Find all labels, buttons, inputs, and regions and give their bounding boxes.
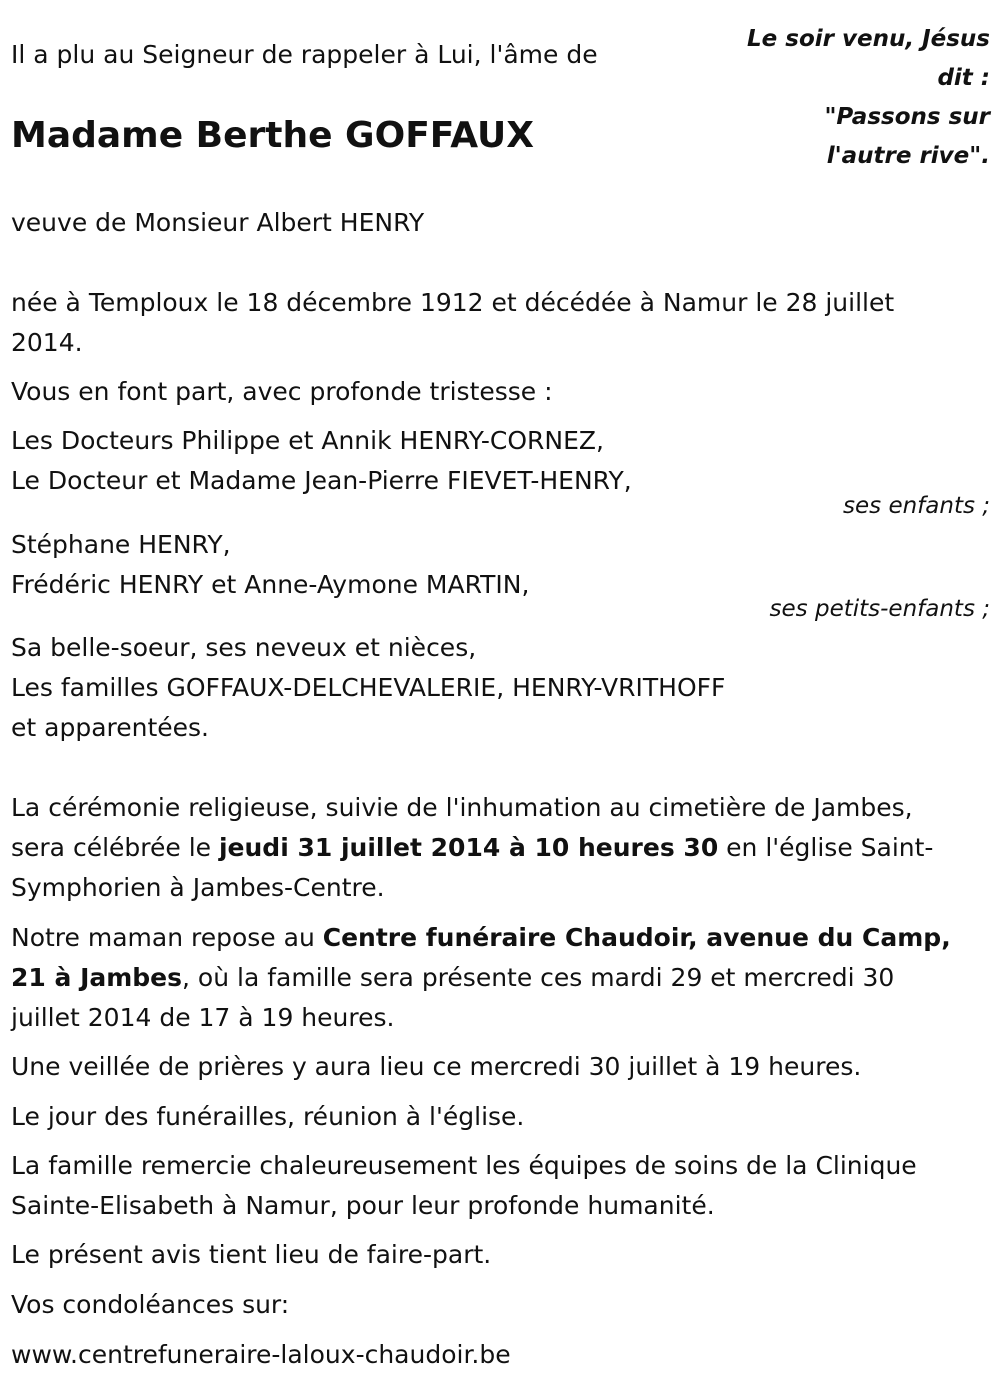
- thanks-line: Sainte-Elisabeth à Namur, pour leur profonde humanité.: [11, 1191, 715, 1220]
- children-line: Le Docteur et Madame Jean-Pierre FIEVET-HENRY,: [11, 466, 632, 495]
- ceremony-line: La cérémonie religieuse, suivie de l'inhumation au cimetière de Jambes,: [11, 793, 913, 822]
- quote-line: l'autre rive".: [826, 143, 990, 169]
- rest-line: [11, 958, 894, 998]
- grandchildren-line: Stéphane HENRY,: [11, 530, 231, 559]
- rest-text: Notre maman repose au: [11, 923, 323, 952]
- ceremony-text: en l'église Saint-: [718, 833, 934, 862]
- deceased-name: Madame Berthe GOFFAUX: [11, 115, 534, 156]
- children-line: Les Docteurs Philippe et Annik HENRY-CORNEZ,: [11, 426, 604, 455]
- ceremony-line: [11, 828, 933, 868]
- family-line: Les familles GOFFAUX-DELCHEVALERIE, HENRY-VRITHOFF: [11, 673, 726, 702]
- rest-line: [11, 918, 951, 958]
- quote-line: "Passons sur: [824, 104, 990, 130]
- rest-line: juillet 2014 de 17 à 19 heures.: [11, 1003, 395, 1032]
- condolences-label: Vos condoléances sur:: [11, 1290, 290, 1319]
- grandchildren-relation: ses petits-enfants ;: [769, 596, 990, 622]
- children-relation: ses enfants ;: [843, 493, 990, 519]
- grandchildren-line: Frédéric HENRY et Anne-Aymone MARTIN,: [11, 570, 530, 599]
- thanks-line: La famille remercie chaleureusement les équipes de soins de la Clinique: [11, 1151, 917, 1180]
- rest-text: , où la famille sera présente ces mardi 29 et mercredi 30: [182, 963, 895, 992]
- family-line: et apparentées.: [11, 713, 209, 742]
- notice-text: Le présent avis tient lieu de faire-part.: [11, 1240, 492, 1269]
- ceremony-text: sera célébrée le: [11, 833, 219, 862]
- quote-line: Le soir venu, Jésus: [747, 26, 990, 52]
- birth-death-line: née à Temploux le 18 décembre 1912 et décédée à Namur le 28 juillet: [11, 288, 895, 317]
- website-link[interactable]: www.centrefuneraire-laloux-chaudoir.be: [11, 1340, 511, 1369]
- family-line: Sa belle-soeur, ses neveux et nièces,: [11, 633, 477, 662]
- ceremony-date: jeudi 31 juillet 2014 à 10 heures 30: [218, 833, 719, 862]
- intro-text: Il a plu au Seigneur de rappeler à Lui, l'âme de: [11, 40, 598, 69]
- quote-line: dit :: [937, 65, 990, 91]
- birth-death-line: 2014.: [11, 328, 83, 357]
- ceremony-line: Symphorien à Jambes-Centre.: [11, 873, 385, 902]
- meeting-text: Le jour des funérailles, réunion à l'église.: [11, 1102, 525, 1131]
- widow-of-text: veuve de Monsieur Albert HENRY: [11, 208, 425, 237]
- rest-location: 21 à Jambes: [11, 963, 183, 992]
- vigil-text: Une veillée de prières y aura lieu ce mercredi 30 juillet à 19 heures.: [11, 1052, 862, 1081]
- rest-location: Centre funéraire Chaudoir, avenue du Camp,: [322, 923, 951, 952]
- quote-block: [730, 20, 990, 176]
- announce-text: Vous en font part, avec profonde tristesse :: [11, 377, 553, 406]
